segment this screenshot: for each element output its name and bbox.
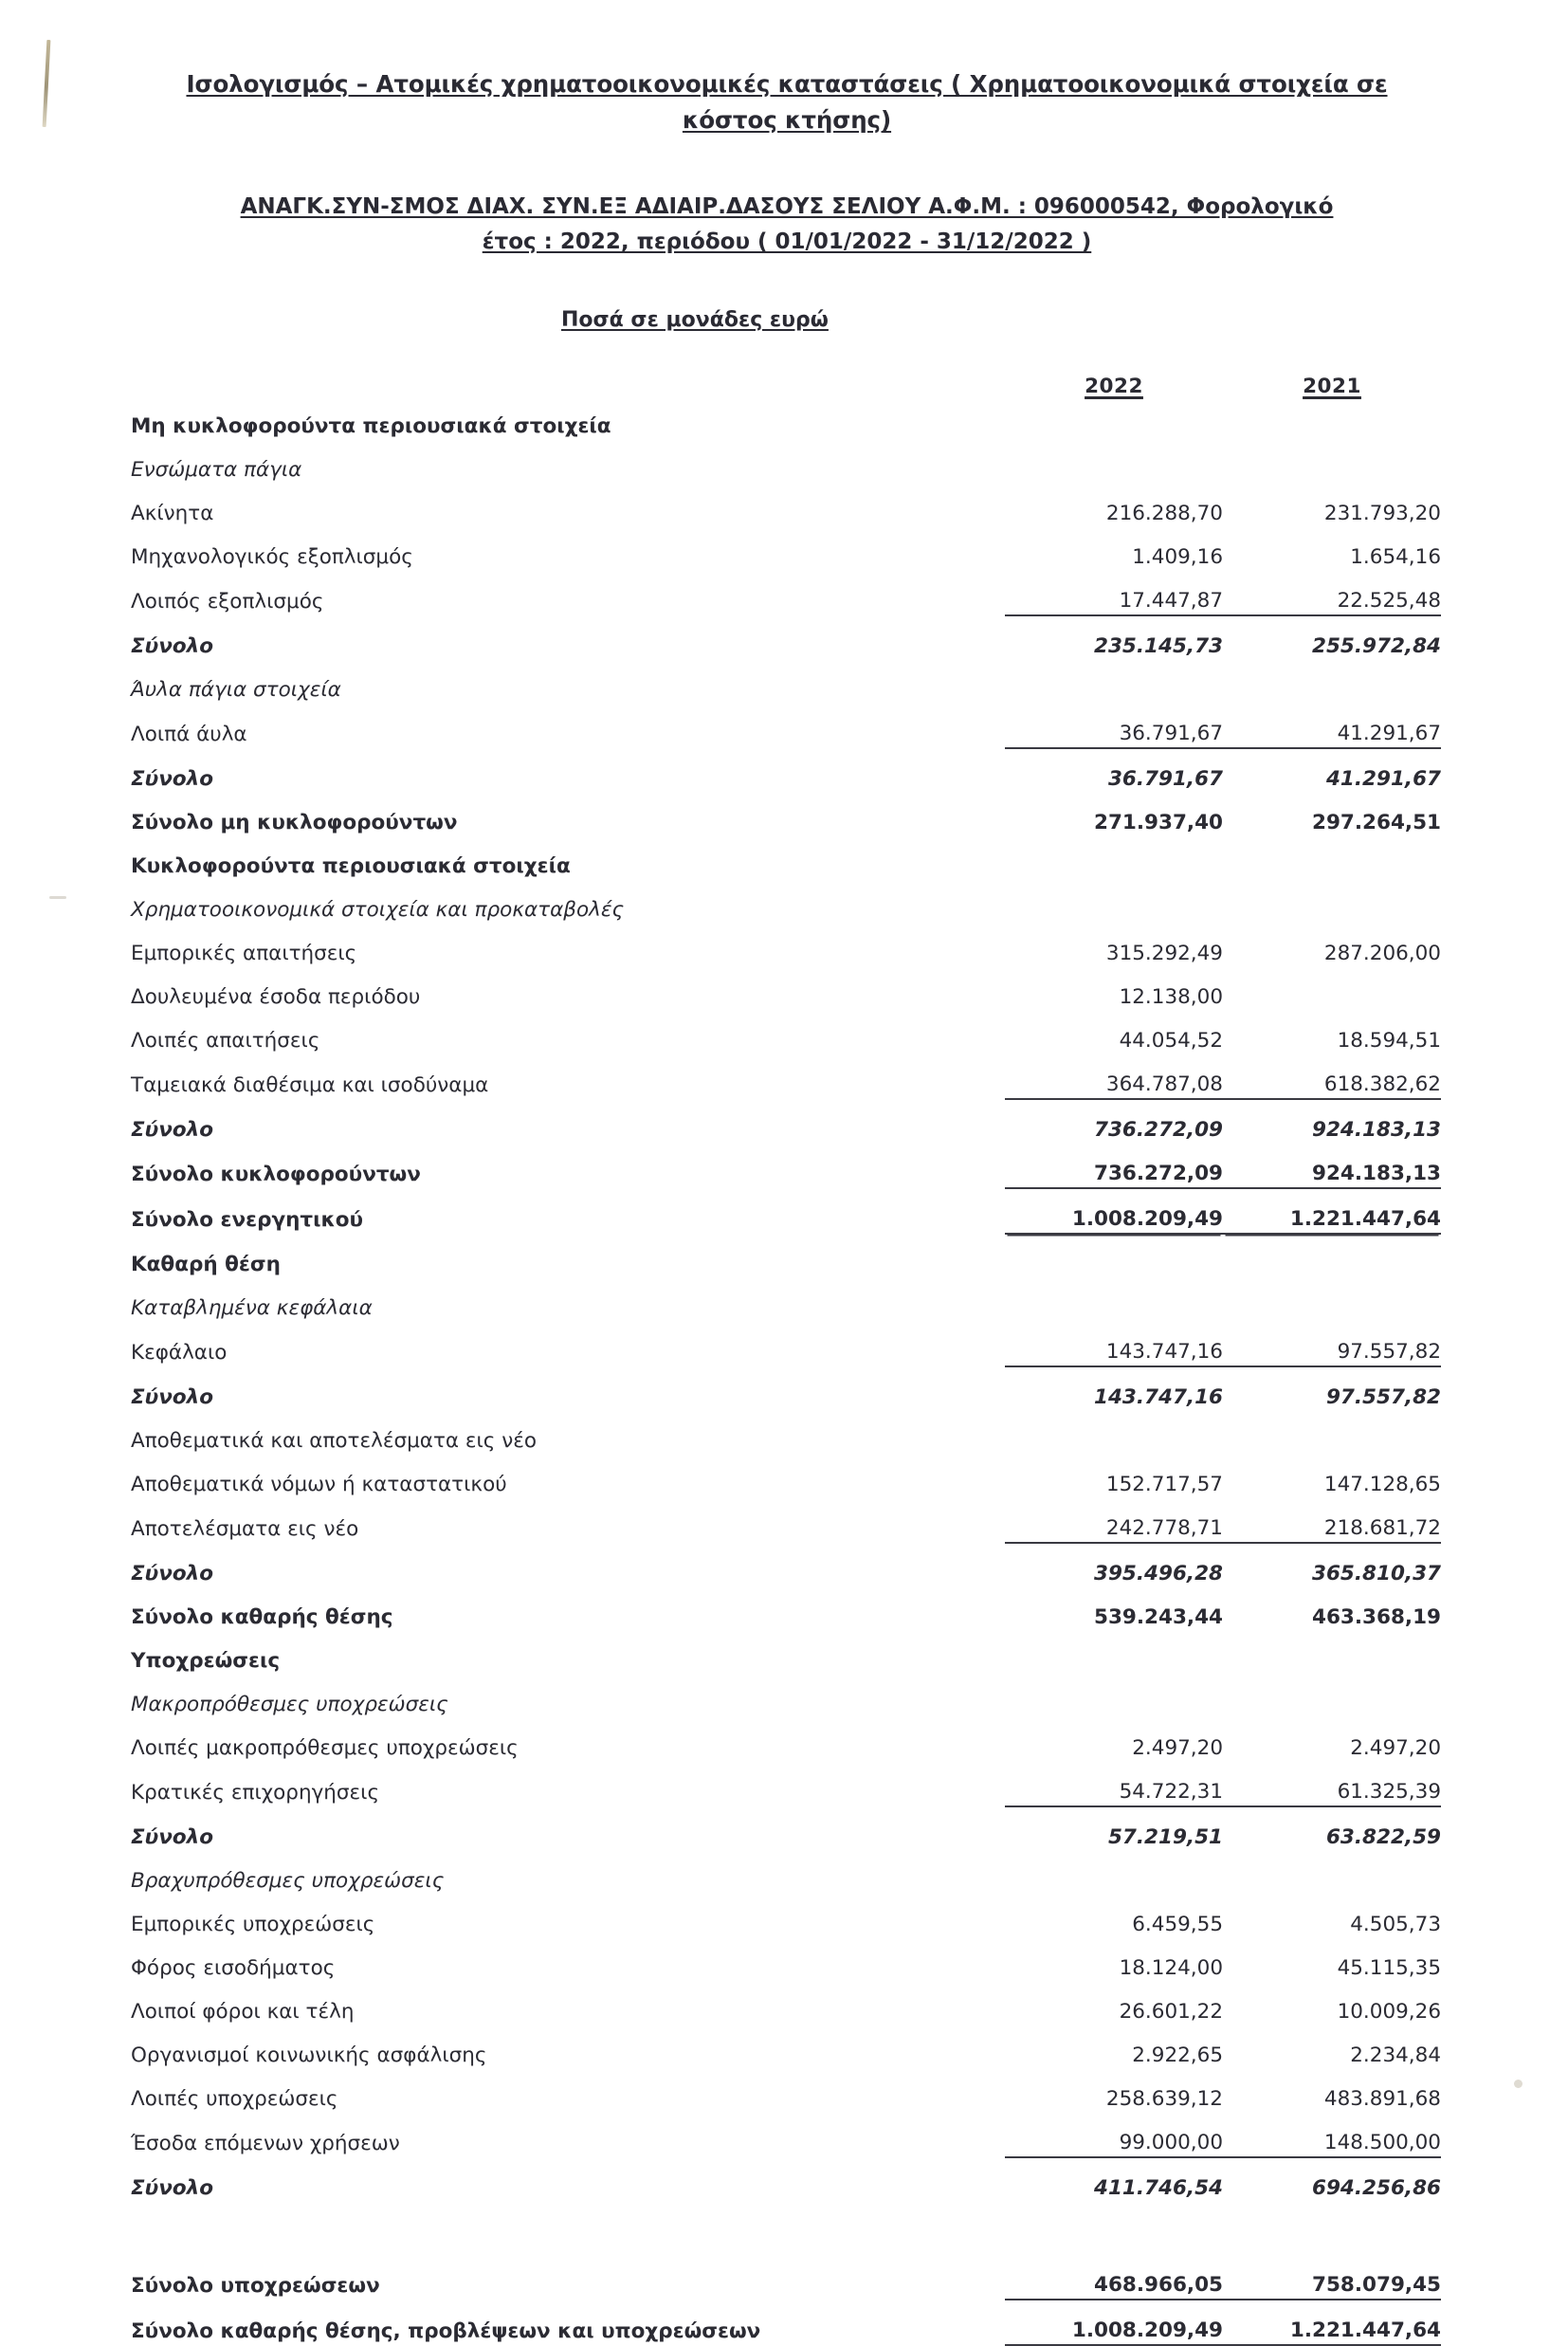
row-label: Δουλευμένα έσοδα περιόδου [131,984,421,1009]
table-row [131,1938,1441,1982]
row-label: Σύνολο καθαρής θέσης, προβλέψεων και υποχρεώσεων [131,2319,761,2343]
page-title [142,66,1431,138]
table-row [131,527,1441,571]
table-row [131,2069,1441,2113]
row-label: Αποτελέσματα εις νέο [131,1516,359,1541]
row-value-2022 [1005,1234,1223,1278]
row-value-2022 [1005,440,1223,484]
row-value-2021: 758.079,45 [1223,2255,1441,2300]
row-value-2021: 2.497,20 [1350,1735,1441,1760]
row-value-2022 [1005,1411,1223,1455]
row-value-2022 [1005,1631,1223,1675]
row-value-2021 [1223,1851,1441,1895]
row-value-2021: 1.221.447,64 [1223,2300,1441,2345]
row-label: Κυκλοφορούντα περιουσιακά στοιχεία [131,853,571,878]
row-value-2021: 463.368,19 [1311,1604,1441,1629]
row-value-2021 [1223,660,1441,704]
row-value-2021: 45.115,35 [1337,1955,1441,1980]
row-value-2022: 364.787,08 [1005,1054,1223,1099]
row-label: Σύνολο υποχρεώσεων [131,2273,380,2298]
table-row [131,880,1441,924]
company-name-and-vat: ΑΝΑΓΚ.ΣΥΝ-ΣΜΟΣ ΔΙΑΧ. ΣΥΝ.ΕΞ ΑΔΙΑΙΡ.ΔΑΣΟΥΣ ΣΕΛΙΟΥ Α.Φ.Μ. : 096000542, Φορολογικό [240,194,1334,219]
row-value-2021: 10.009,26 [1337,1999,1441,2024]
row-label: Οργανισμοί κοινωνικής ασφάλισης [131,2043,487,2067]
row-label: Σύνολο [131,1117,213,1142]
column-header-year-current: 2022 [1085,374,1143,398]
row-value-2022: 539.243,44 [1093,1604,1223,1629]
row-value-2022: 258.639,12 [1105,2086,1223,2111]
row-value-2021 [1223,1675,1441,1718]
row-value-2022: 36.791,67 [1107,766,1223,791]
row-value-2022: 17.447,87 [1005,571,1223,615]
row-value-2021: 97.557,82 [1223,1322,1441,1366]
row-label: Εμπορικές υποχρεώσεις [131,1912,375,1936]
row-label: Αποθεματικά νόμων ή καταστατικού [131,1472,507,1496]
row-value-2021 [1223,1234,1441,1278]
table-row [131,704,1441,748]
table-row [131,1806,1441,1851]
row-value-2022: 143.747,16 [1093,1384,1223,1409]
row-label: Σύνολο μη κυκλοφορούντων [131,810,458,834]
table-row [131,2025,1441,2069]
table-row [131,2157,1441,2202]
table-row [131,1011,1441,1054]
row-value-2021: 41.291,67 [1325,766,1441,791]
table-row [131,1234,1441,1278]
row-value-2022: 54.722,31 [1005,1762,1223,1806]
table-row [131,1188,1441,1234]
row-value-2021: 365.810,37 [1311,1561,1441,1585]
table-row [131,2300,1441,2345]
row-value-2021: 1.654,16 [1350,544,1441,569]
table-row [131,1851,1441,1895]
row-value-2021 [1223,440,1441,484]
row-value-2022: 99.000,00 [1005,2113,1223,2157]
table-row [131,1322,1441,1366]
row-value-2022: 242.778,71 [1005,1498,1223,1543]
row-value-2021: 255.972,84 [1311,633,1441,658]
table-row [131,660,1441,704]
row-value-2022 [1005,1278,1223,1322]
row-label: Σύνολο [131,1384,213,1409]
row-label: Ταμειακά διαθέσιμα και ισοδύναμα [131,1072,489,1097]
table-row [131,2113,1441,2157]
row-label: Ακίνητα [131,501,214,525]
row-value-2022: 26.601,22 [1119,1999,1223,2024]
row-value-2022: 411.746,54 [1093,2175,1223,2200]
table-row [131,1982,1441,2025]
balance-sheet-table [131,334,1441,2346]
row-label: Λοιπά άυλα [131,722,247,746]
row-label: Βραχυπρόθεσμες υποχρεώσεις [131,1868,445,1893]
table-row [131,1099,1441,1144]
column-header-year-previous: 2021 [1303,374,1361,398]
row-value-2021: 218.681,72 [1223,1498,1441,1543]
row-value-2022: 1.409,16 [1132,544,1223,569]
company-info [142,190,1431,260]
document-title-line-2: κόστος κτήσης) [682,105,892,134]
row-value-2021 [1223,1411,1441,1455]
row-value-2022: 2.497,20 [1132,1735,1223,1760]
table-row [131,1144,1441,1188]
row-value-2021 [1223,880,1441,924]
row-value-2021: 231.793,20 [1323,501,1441,525]
row-label: Σύνολο καθαρής θέσης [131,1604,393,1629]
row-label: Λοιποί φόροι και τέλη [131,1999,355,2024]
table-header-row [131,334,1441,396]
row-value-2022: 2.922,65 [1132,2043,1223,2067]
row-label: Χρηματοοικονομικά στοιχεία και προκαταβολές [131,897,625,922]
row-value-2022: 468.966,05 [1005,2255,1223,2300]
table-row [131,1278,1441,1322]
row-value-2021: 2.234,84 [1350,2043,1441,2067]
row-value-2021: 924.183,13 [1223,1144,1441,1188]
row-label: Μακροπρόθεσμες υποχρεώσεις [131,1692,448,1716]
table-row [131,1718,1441,1762]
table-row [131,1762,1441,1806]
row-label: Σύνολο [131,1561,213,1585]
row-value-2022: 152.717,57 [1105,1472,1223,1496]
table-row [131,1411,1441,1455]
scan-artifact-mark-bottom-right [1514,2080,1522,2088]
row-value-2021: 4.505,73 [1350,1912,1441,1936]
column-header-label [131,334,1005,396]
row-label: Άυλα πάγια στοιχεία [131,677,341,702]
document-title-line-1: Ισολογισμός – Ατομικές χρηματοοικονομικές καταστάσεις ( Χρηματοοικονομικά στοιχεία σε [186,70,1388,98]
row-label: Λοιπές απαιτήσεις [131,1028,320,1053]
table-row [131,793,1441,836]
row-value-2022 [1005,1675,1223,1718]
table-row [131,1675,1441,1718]
table-row [131,571,1441,615]
table-row [131,1366,1441,1411]
row-value-2021: 41.291,67 [1223,704,1441,748]
row-value-2021: 694.256,86 [1311,2175,1441,2200]
table-row [131,2255,1441,2300]
row-value-2022: 315.292,49 [1105,941,1223,965]
row-value-2022 [1005,660,1223,704]
row-value-2022: 736.272,09 [1093,1117,1223,1142]
row-value-2022: 1.008.209,49 [1005,2300,1223,2345]
row-label: Λοιπές μακροπρόθεσμες υποχρεώσεις [131,1735,519,1760]
row-value-2022: 216.288,70 [1105,501,1223,525]
row-label: Σύνολο [131,1824,213,1849]
table-spacer-row [131,2202,1441,2255]
table-row [131,484,1441,527]
row-value-2021 [1223,967,1441,1011]
row-label: Καθαρή θέση [131,1252,281,1276]
row-label: Κρατικές επιχορηγήσεις [131,1780,380,1805]
table-row [131,836,1441,880]
document-header [142,66,1431,138]
row-value-2021 [1223,836,1441,880]
row-value-2021 [1223,1631,1441,1675]
fiscal-year-and-period: έτος : 2022, περιόδου ( 01/01/2022 - 31/12/2022 ) [482,229,1092,254]
row-label: Μη κυκλοφορούντα περιουσιακά στοιχεία [131,413,611,438]
row-value-2022: 18.124,00 [1119,1955,1223,1980]
row-value-2021: 924.183,13 [1311,1117,1441,1142]
row-label: Κεφάλαιο [131,1340,228,1365]
row-label: Μηχανολογικός εξοπλισμός [131,544,413,569]
balance-sheet-body [131,396,1441,2345]
row-label: Καταβλημένα κεφάλαια [131,1295,373,1320]
table-row [131,1587,1441,1631]
table-row [131,967,1441,1011]
table-row [131,396,1441,440]
row-value-2021: 297.264,51 [1311,810,1441,834]
table-row [131,1498,1441,1543]
row-value-2021: 618.382,62 [1223,1054,1441,1099]
row-value-2021: 287.206,00 [1323,941,1441,965]
table-row [131,1455,1441,1498]
row-value-2022: 143.747,16 [1005,1322,1223,1366]
row-value-2021 [1223,1278,1441,1322]
row-label: Φόρος εισοδήματος [131,1955,336,1980]
row-value-2022: 36.791,67 [1005,704,1223,748]
table-row [131,748,1441,793]
row-value-2022: 57.219,51 [1107,1824,1223,1849]
row-value-2022: 235.145,73 [1093,633,1223,658]
row-value-2021: 147.128,65 [1323,1472,1441,1496]
row-value-2022: 6.459,55 [1132,1912,1223,1936]
row-value-2022: 12.138,00 [1119,984,1223,1009]
row-value-2022: 736.272,09 [1005,1144,1223,1188]
row-value-2022: 271.937,40 [1093,810,1223,834]
row-label: Λοιπός εξοπλισμός [131,589,324,614]
row-value-2021 [1223,396,1441,440]
table-row [131,1895,1441,1938]
row-label: Σύνολο [131,2175,213,2200]
row-value-2022: 1.008.209,49 [1005,1188,1223,1234]
row-value-2021: 22.525,48 [1223,571,1441,615]
row-value-2021: 18.594,51 [1337,1028,1441,1053]
table-row [131,615,1441,660]
row-value-2022 [1005,1851,1223,1895]
row-value-2021: 483.891,68 [1323,2086,1441,2111]
table-row [131,924,1441,967]
units-note: Ποσά σε μονάδες ευρώ [561,308,829,332]
row-label: Υποχρεώσεις [131,1648,281,1673]
row-label: Λοιπές υποχρεώσεις [131,2086,338,2111]
row-label: Σύνολο [131,766,213,791]
row-value-2022 [1005,836,1223,880]
row-value-2021: 1.221.447,64 [1223,1188,1441,1234]
scan-artifact-mark-left [49,896,66,899]
row-label: Εμπορικές απαιτήσεις [131,941,357,965]
row-value-2022 [1005,396,1223,440]
row-label: Ενσώματα πάγια [131,457,302,482]
table-row [131,1054,1441,1099]
company-identification [142,190,1431,260]
row-value-2022 [1005,880,1223,924]
row-label: Σύνολο κυκλοφορούντων [131,1162,421,1186]
scan-artifact-mark [43,40,51,127]
row-value-2022: 395.496,28 [1093,1561,1223,1585]
row-value-2021: 97.557,82 [1325,1384,1441,1409]
row-label: Αποθεματικά και αποτελέσματα εις νέο [131,1428,538,1453]
table-row [131,1631,1441,1675]
row-value-2021: 63.822,59 [1325,1824,1441,1849]
row-label: Έσοδα επόμενων χρήσεων [131,2131,400,2155]
row-value-2021: 148.500,00 [1223,2113,1441,2157]
row-label: Σύνολο ενεργητικού [131,1207,364,1232]
table-row [131,1543,1441,1587]
table-row [131,440,1441,484]
row-label: Σύνολο [131,633,213,658]
row-value-2022: 44.054,52 [1119,1028,1223,1053]
row-value-2021: 61.325,39 [1223,1762,1441,1806]
